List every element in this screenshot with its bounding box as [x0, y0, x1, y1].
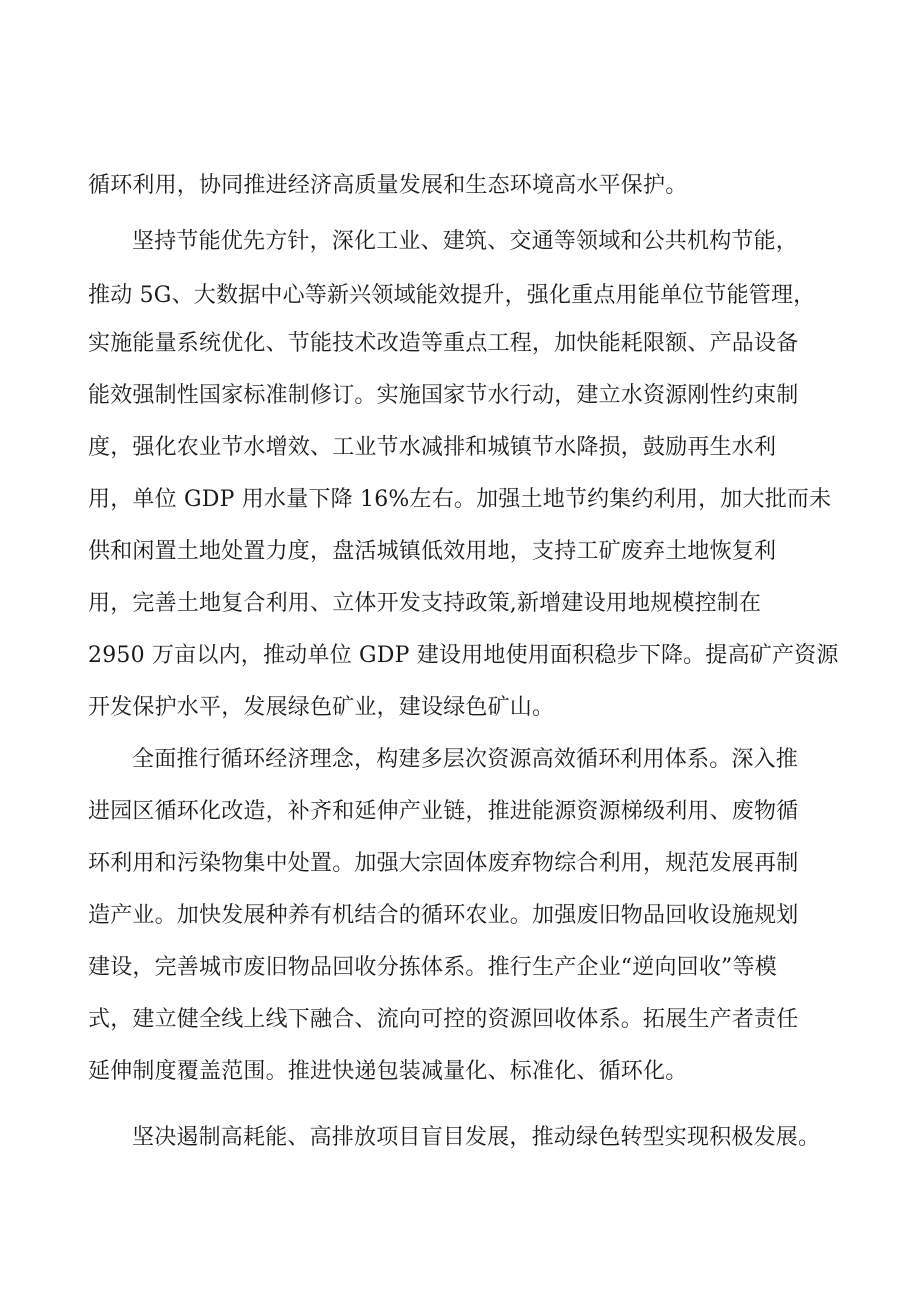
text-line: 循环利用，协同推进经济高质量发展和生态环境高水平保护。	[88, 173, 688, 198]
text-line: 式，建立健全线上线下融合、流向可控的资源回收体系。拓展生产者责任	[88, 1007, 799, 1032]
text-line: 度，强化农业节水增效、工业节水减排和城镇节水降损，鼓励再生水利	[88, 435, 777, 460]
text-line: 能效强制性国家标准制修订。实施国家节水行动，建立水资源刚性约束制	[88, 383, 799, 408]
text-line: 用，单位 GDP 用水量下降 16%左右。加强土地节约集约利用，加大批而未	[88, 487, 832, 512]
text-line: 环利用和污染物集中处置。加强大宗固体废弃物综合利用，规范发展再制	[88, 851, 799, 876]
text-line: 推动 5G、大数据中心等新兴领域能效提升，强化重点用能单位节能管理，	[88, 283, 816, 308]
text-line: 全面推行循环经济理念，构建多层次资源高效循环利用体系。深入推	[132, 747, 799, 772]
text-line: 2950 万亩以内，推动单位 GDP 建设用地使用面积稳步下降。提高矿产资源	[88, 643, 839, 668]
text-line: 供和闲置土地处置力度，盘活城镇低效用地，支持工矿废弃土地恢复利	[88, 539, 777, 564]
text-line: 开发保护水平，发展绿色矿业，建设绿色矿山。	[88, 695, 555, 720]
text-line: 坚决遏制高耗能、高排放项目盲目发展，推动绿色转型实现积极发展。	[132, 1125, 821, 1150]
text-line: 造产业。加快发展种养有机结合的循环农业。加强废旧物品回收设施规划	[88, 903, 799, 928]
text-line: 进园区循环化改造，补齐和延伸产业链，推进能源资源梯级利用、废物循	[88, 799, 799, 824]
text-line: 坚持节能优先方针，深化工业、建筑、交通等领域和公共机构节能，	[132, 229, 799, 254]
text-line: 实施能量系统优化、节能技术改造等重点工程，加快能耗限额、产品设备	[88, 331, 799, 356]
text-line: 延伸制度覆盖范围。推进快递包装减量化、标准化、循环化。	[88, 1059, 688, 1084]
text-line: 建设，完善城市废旧物品回收分拣体系。推行生产企业“逆向回收”等模	[88, 955, 777, 980]
text-line: 用，完善土地复合利用、立体开发支持政策,新增建设用地规模控制在	[88, 591, 762, 616]
